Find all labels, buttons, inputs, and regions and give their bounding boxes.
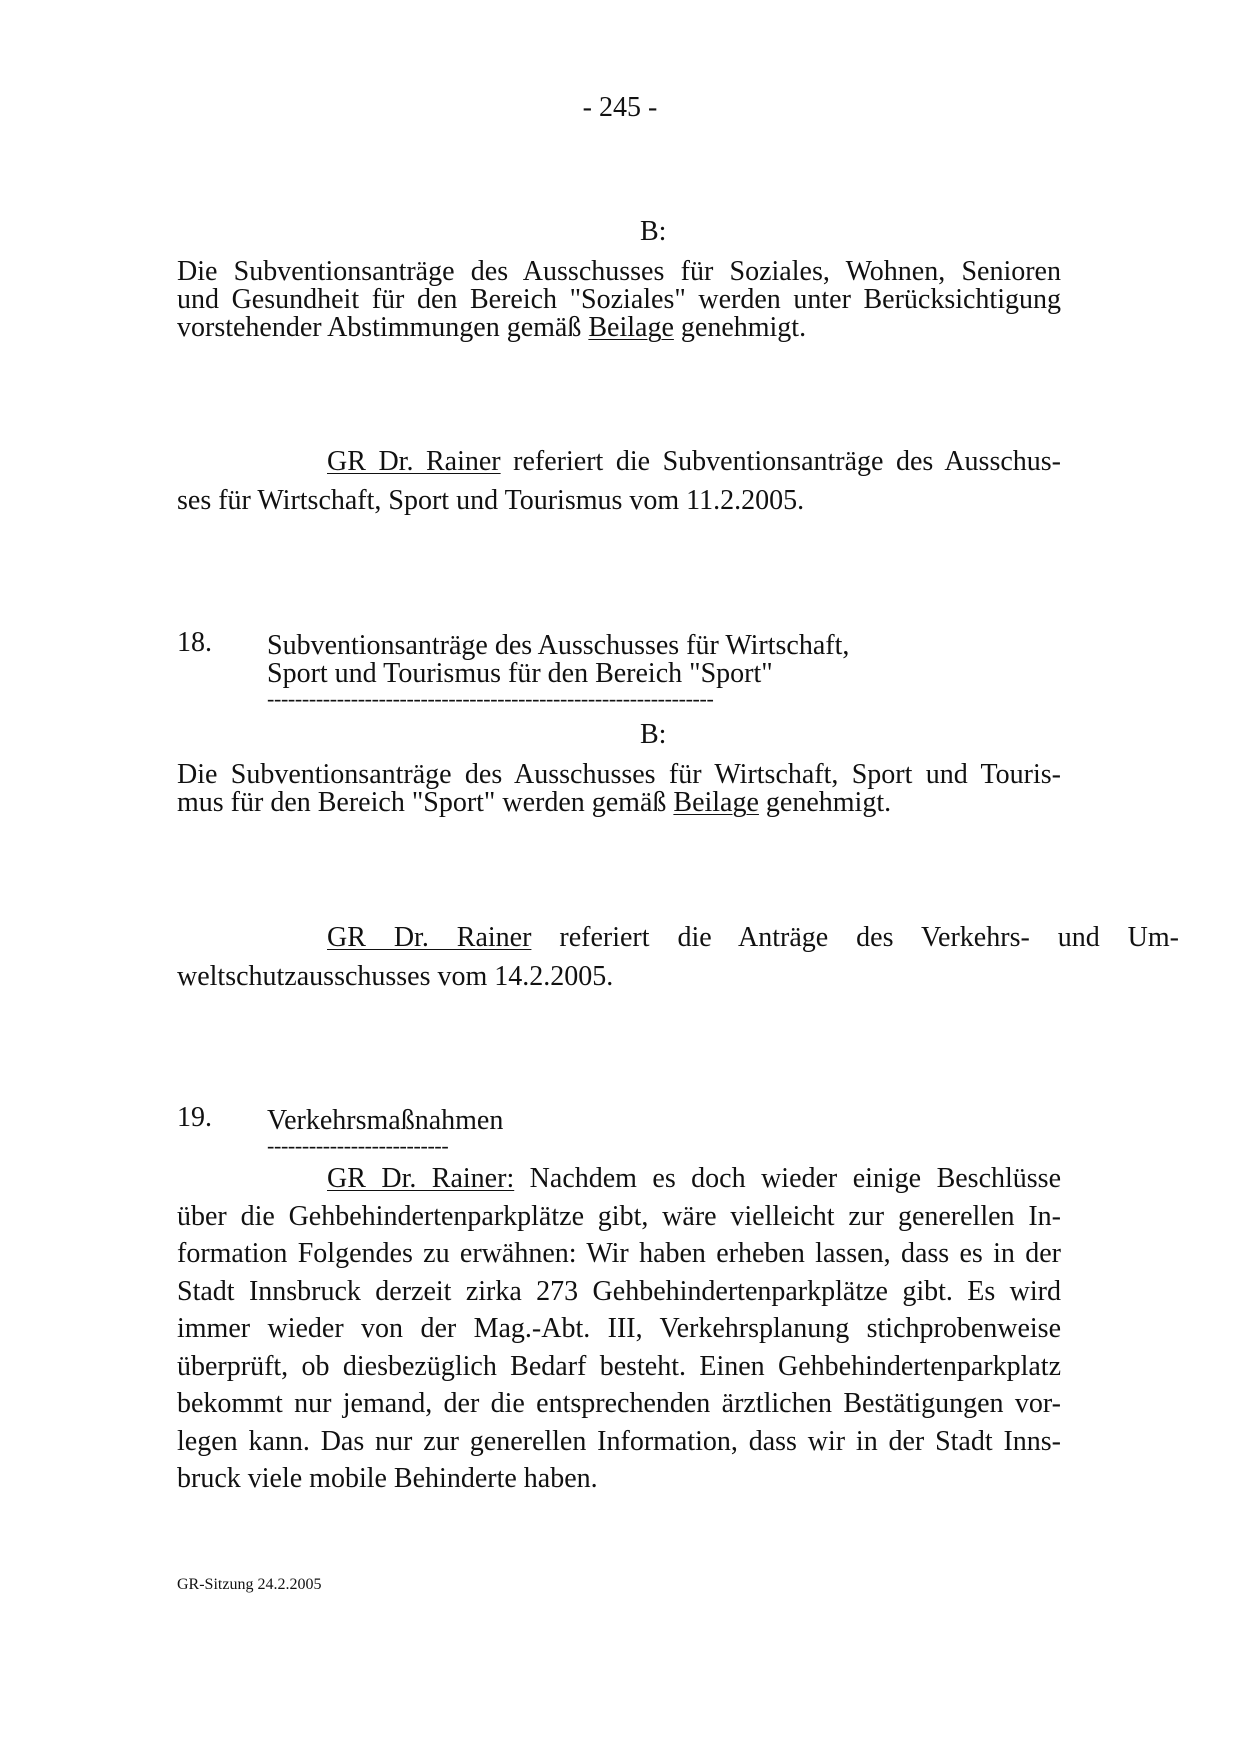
speech-text: Nachdem es doch wieder einige Beschlüsse [514, 1163, 1061, 1194]
report-text: referiert die Subventionsanträge des Ausschus- [500, 446, 1061, 477]
item-title-19 [267, 1107, 503, 1157]
resolution-label-b: B: [640, 216, 667, 247]
resolution-line-text: genehmigt. [673, 312, 807, 343]
item-title-18 [267, 632, 849, 710]
resolution-line-text: vorstehender Abstimmungen gemäß [177, 312, 589, 343]
speech-paragraph [177, 1160, 1061, 1498]
speech-line: über die Gehbehindertenparkplätze gibt, wäre vielleicht zur generellen In- [177, 1200, 1061, 1232]
resolution-line: und Gesundheit für den Bereich "Soziales" werden unter Berücksichtigung [177, 284, 1061, 315]
report-paragraph-1 [177, 442, 1061, 520]
item-title-line: Verkehrsmaßnahmen [267, 1105, 504, 1136]
report-line: weltschutzausschusses vom 14.2.2005. [177, 961, 614, 992]
speech-line: immer wieder von der Mag.-Abt. III, Verkehrsplanung stichprobenweise [177, 1313, 1061, 1344]
resolution-text-social [177, 258, 1061, 342]
speech-line [177, 1160, 1061, 1198]
report-paragraph-2 [177, 918, 1179, 996]
speech-line: bruck viele mobile Behinderte haben. [177, 1463, 598, 1494]
speech-line: formation Folgendes zu erwähnen: Wir haben erheben lassen, dass es in der [177, 1238, 1061, 1269]
resolution-line [177, 789, 1061, 817]
speech-line: legen kann. Das nur zur generellen Information, dass wir in der Stadt Inns- [177, 1425, 1061, 1457]
resolution-line-text: genehmigt. [758, 787, 892, 818]
beilage-reference: Beilage [673, 787, 759, 818]
item-title-line: Subventionsanträge des Ausschusses für Wirtschaft, [267, 630, 850, 661]
speech-line: Stadt Innsbruck derzeit zirka 273 Gehbehindertenparkplätze gibt. Es wird [177, 1275, 1061, 1307]
speech-line: überprüft, ob diesbezüglich Bedarf besteht. Einen Gehbehindertenparkplatz [177, 1350, 1061, 1382]
resolution-line: Die Subventionsanträge des Ausschusses für Soziales, Wohnen, Senioren [177, 256, 1061, 287]
speech-line: bekommt nur jemand, der die entsprechenden ärztlichen Bestätigungen vor- [177, 1388, 1061, 1419]
item-number-18: 18. [177, 627, 212, 658]
beilage-reference: Beilage [588, 312, 674, 343]
speaker-name: GR Dr. Rainer: [327, 1163, 515, 1194]
report-text: referiert die Anträge des Verkehrs- und Um- [531, 922, 1179, 953]
resolution-line: Die Subventionsanträge des Ausschusses für Wirtschaft, Sport und Touris- [177, 759, 1061, 790]
report-line [177, 918, 1179, 957]
resolution-text-sport [177, 761, 1061, 817]
footer-session-label: GR-Sitzung 24.2.2005 [177, 1576, 322, 1593]
speaker-name: GR Dr. Rainer [327, 922, 532, 953]
title-underline-dashes: ---------------------------------------------------------------- [267, 686, 714, 711]
resolution-label-b: B: [640, 719, 667, 750]
speaker-name: GR Dr. Rainer [327, 446, 501, 477]
item-title-line: Sport und Tourismus für den Bereich "Sport" [267, 658, 773, 689]
title-underline-dashes: -------------------------- [267, 1133, 449, 1158]
resolution-line [177, 314, 1061, 342]
report-line: ses für Wirtschaft, Sport und Tourismus vom 11.2.2005. [177, 485, 805, 516]
resolution-line-text: mus für den Bereich "Sport" werden gemäß [177, 787, 674, 818]
page-number: - 245 - [582, 92, 658, 123]
report-line [177, 442, 1061, 481]
item-number-19: 19. [177, 1102, 212, 1133]
